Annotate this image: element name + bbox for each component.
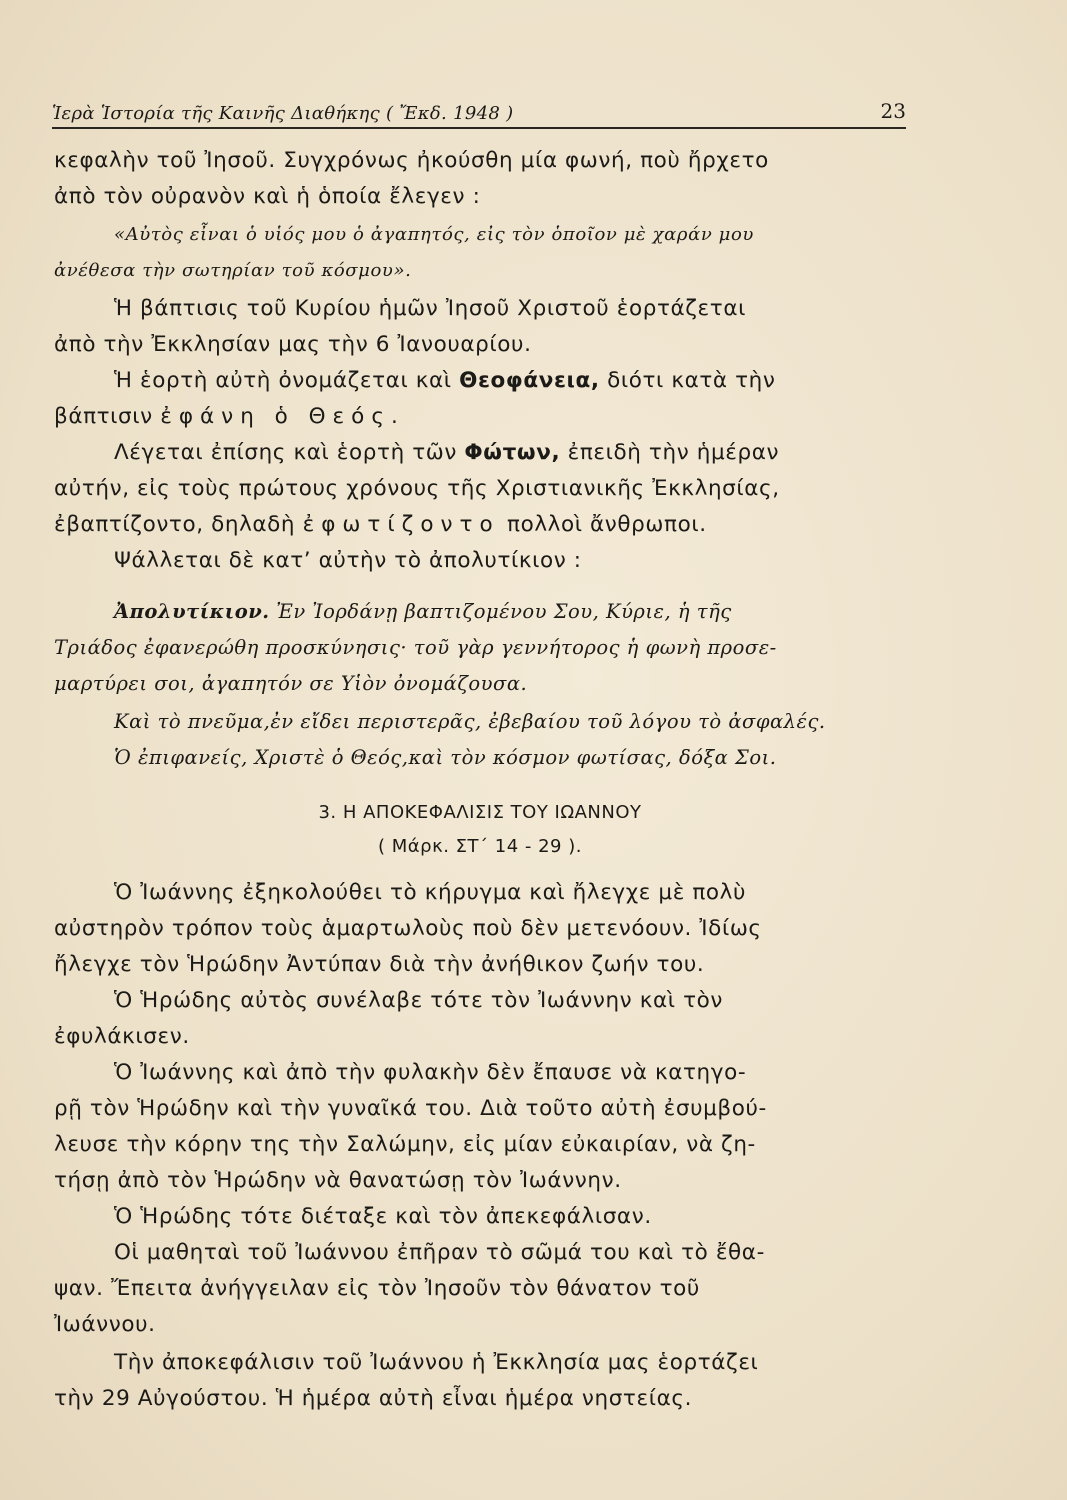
spaced-phrase: ἐφάνη ὁ Θεός. [160, 404, 405, 429]
text-line: Ὁ Ἰωάννης καὶ ἀπὸ τὴν φυλακὴν δὲν ἔπαυσε νὰ κατηγο- [114, 1060, 747, 1085]
text-line: Οἱ μαθηταὶ τοῦ Ἰωάννου ἐπῆραν τὸ σῶμά του καὶ τὸ ἔθα- [114, 1240, 765, 1265]
text-line: τὴν 29 Αὐγούστου. Ἡ ἡμέρα αὐτὴ εἶναι ἡμέρα νηστείας. [54, 1386, 692, 1411]
text-span: ἐπειδὴ τὴν ἡμέραν [560, 440, 780, 465]
text-span: Ἡ ἑορτὴ αὐτὴ ὀνομάζεται καὶ [114, 368, 460, 393]
text-line: κεφαλὴν τοῦ Ἰησοῦ. Συγχρόνως ἠκούσθη μία φωνή, ποὺ ἤρχετο [54, 148, 769, 173]
text-line: Τὴν ἀποκεφάλισιν τοῦ Ἰωάννου ἡ Ἐκκλησία μας ἑορτάζει [114, 1350, 759, 1375]
text-span: διότι κατὰ τὴν [599, 368, 776, 393]
term-theofaneia: Θεοφάνεια, [459, 368, 600, 393]
section-reference: ( Μάρκ. ΣΤ΄ 14 - 29 ). [378, 836, 582, 857]
text-line: λευσε τὴν κόρην της τὴν Σαλώμην, εἰς μίαν εὐκαιρίαν, νὰ ζη- [54, 1132, 756, 1157]
text-line: Ὁ Ἡρώδης τότε διέταξε καὶ τὸν ἀπεκεφάλισαν. [114, 1204, 652, 1229]
text-line: ψαν. Ἔπειτα ἀνήγγειλαν εἰς τὸν Ἰησοῦν τὸν θάνατον τοῦ [54, 1276, 700, 1301]
text-line: Ἰωάννου. [54, 1312, 156, 1337]
text-line: ἀπὸ τὴν Ἐκκλησίαν μας τὴν 6 Ἰανουαρίου. [54, 332, 532, 357]
section-title: 3. Η ΑΠΟΚΕΦΑΛΙΣΙΣ ΤΟΥ ΙΩΑΝΝΟΥ [318, 802, 642, 823]
page-number: 23 [880, 99, 906, 123]
text-span: ἐβαπτίζοντο, δηλαδὴ [54, 512, 303, 537]
text-line: Ὁ Ἰωάννης ἐξηκολούθει τὸ κήρυγμα καὶ ἤλεγχε μὲ πολὺ [114, 880, 747, 905]
quote-line: ἀνέθεσα τὴν σωτηρίαν τοῦ κόσμου». [54, 260, 412, 281]
text-span: Λέγεται ἐπίσης καὶ ἑορτὴ τῶν [114, 440, 465, 465]
text-line [54, 368, 966, 393]
text-line [54, 440, 966, 465]
hymn-line: Καὶ τὸ πνεῦμα,ἐν εἴδει περιστερᾶς, ἐβεβαίου τοῦ λόγου τὸ ἀσφαλές. [114, 710, 826, 733]
hymn-line [54, 600, 966, 623]
text-line: Ὁ Ἡρώδης αὐτὸς συνέλαβε τότε τὸν Ἰωάννην καὶ τὸν [114, 988, 723, 1013]
text-line: ρῇ τὸν Ἡρώδην καὶ τὴν γυναῖκά του. Διὰ τοῦτο αὐτὴ ἐσυμβού- [54, 1096, 767, 1121]
hymn-line: μαρτύρει σοι, ἀγαπητόν σε Υἱὸν ὀνομάζουσα. [54, 672, 528, 695]
text-line: Ἡ βάπτισις τοῦ Κυρίου ἡμῶν Ἰησοῦ Χριστοῦ ἑορτάζεται [114, 296, 746, 321]
text-line: Ψάλλεται δὲ κατ’ αὐτὴν τὸ ἀπολυτίκιον : [114, 548, 582, 573]
text-line: αὐστηρὸν τρόπον τοὺς ἁμαρτωλοὺς ποὺ δὲν μετενόουν. Ἰδίως [54, 916, 762, 941]
quote-line: «Αὐτὸς εἶναι ὁ υἱός μου ὁ ἀγαπητός, εἰς τὸν ὁποῖον μὲ χαράν μου [114, 224, 754, 245]
hymn-title: Ἀπολυτίκιον. [114, 600, 270, 623]
hymn-line: Ὁ ἐπιφανείς, Χριστὲ ὁ Θεός,καὶ τὸν κόσμον φωτίσας, δόξα Σοι. [114, 746, 777, 769]
term-foton: Φώτων, [464, 440, 561, 465]
text-line: ἤλεγχε τὸν Ἡρώδην Ἀντύπαν διὰ τὴν ἀνήθικον ζωήν του. [54, 952, 705, 977]
page-header [52, 97, 906, 129]
running-title: Ἱερὰ Ἱστορία τῆς Καινῆς Διαθήκης ( Ἔκδ. 1948 ) [52, 103, 514, 124]
text-span: Ἐν Ἰορδάνῃ βαπτιζομένου Σου, Κύριε, ἡ τῆς [269, 600, 732, 623]
text-line: ἀπὸ τὸν οὐρανὸν καὶ ἡ ὁποία ἔλεγεν : [54, 184, 481, 209]
text-line [54, 512, 906, 537]
text-span: βάπτισιν [54, 404, 161, 429]
text-line: αὐτήν, εἰς τοὺς πρώτους χρόνους τῆς Χριστιανικῆς Ἐκκλησίας, [54, 476, 780, 501]
text-span: πολλοὶ ἄνθρωποι. [499, 512, 707, 537]
text-line: τήσῃ ἀπὸ τὸν Ἡρώδην νὰ θανατώσῃ τὸν Ἰωάννην. [54, 1168, 622, 1193]
text-line [54, 404, 906, 429]
spaced-phrase: ἐφωτίζοντο [302, 512, 500, 537]
text-line: ἐφυλάκισεν. [54, 1024, 190, 1049]
hymn-line: Τριάδος ἐφανερώθη προσκύνησις· τοῦ γὰρ γεννήτορος ἡ φωνὴ προσε- [54, 636, 777, 659]
